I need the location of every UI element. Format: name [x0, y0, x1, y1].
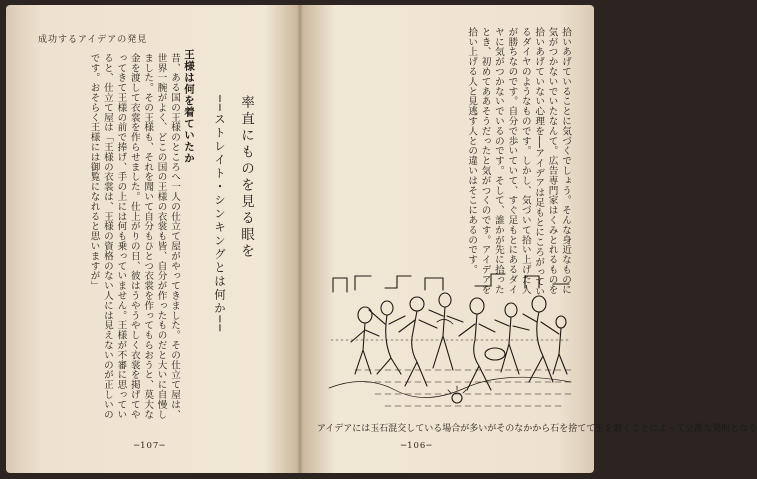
page-number-right: ─106─ [401, 441, 433, 451]
right-body-text: 拾いあげていることに気づくでしょう。そんな身近なものに気がつかないでいたなんて。広告専門家はくみとれるものを拾いあげていない心理を──アイデアは足もとにころがっているダイヤのようなものです。しかし、気づいて拾い上げた人が勝ちなのです。自分で歩いていて、すぐ足もとにあるダイヤに気がつかないでいるのです。そして、誰かが先に拾ったとき、初めてああそうだったと気がつくのです。アイデアを拾い上げる人と見逃す人との違いはそこにあるのです。 [466, 27, 571, 297]
section-subheading: 王様は何を着ていたか [183, 49, 195, 164]
crowd-illustration [325, 270, 577, 420]
right-page [301, 5, 757, 473]
show-through-text [269, 45, 291, 335]
left-page [6, 5, 299, 473]
chapter-heading [201, 95, 259, 425]
open-book [6, 5, 757, 473]
illustration-caption: アイデアには玉石混交している場合が多いがそのなかから石を捨てて玉を磨くことによって立派な発明となる [317, 424, 757, 434]
running-head: 成功するアイデアの発見 [38, 35, 148, 45]
page-number-left: ─107─ [134, 441, 166, 451]
chapter-subtitle: ──ストレイト・シンキングとは何か── [213, 95, 227, 334]
left-body-text: 昔、ある国の王様のところへ一人の仕立て屋がやってきました。その仕立て屋は、世界一腕がよく、どこの国の王様の衣裳も皆、自分が作ったものだと大いに自慢しました。その王様も、それを聞いて自分もひとつ衣裳を作ってもらおうと、莫大な金を渡して衣裳を作らせました。仕上がりの日、彼はうやうやしく衣裳を掲げてやってきて王様の前で捧げ、手の上には何も乗っていません。王様が不審に思っていると、仕立て屋は「王様の衣裳は、王様の資格のない人には見えないのが正しいのです。おそらく王様には御覧になれると思いますが」 [88, 53, 180, 420]
chapter-title: 率直にものを見る眼を [238, 95, 254, 260]
